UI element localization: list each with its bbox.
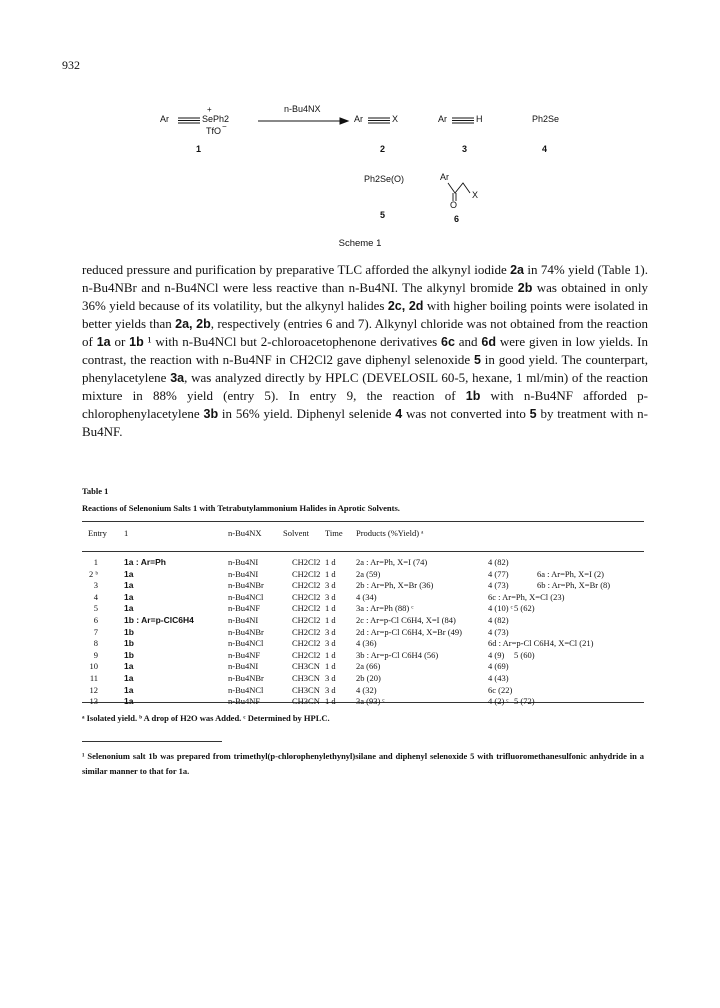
reactant-cation: SePh2 [202,114,230,124]
compound-ref: 3b [203,407,219,421]
table-cell: n-Bu4NI [228,661,259,672]
scheme-caption: Scheme 1 [338,238,382,249]
compound-number-6: 6 [454,214,460,224]
compound-ref: 3a [170,371,185,385]
table-header-cell: Entry [88,528,107,538]
compound-number-3: 3 [462,144,468,154]
product-4-label: Ph2Se [532,114,560,124]
table-cell: 6d : Ar=p-Cl C6H4, X=Cl (21) [488,638,594,649]
table-cell: n-Bu4NF [228,696,261,707]
table-cell: 1 d [325,696,336,707]
table-cell: n-Bu4NI [228,568,259,579]
footnote-rule [82,741,222,742]
compound-ref: 5 [529,407,537,421]
table-cell: 3a : Ar=Ph (88) ᶜ [356,603,414,614]
table-cell: n-Bu4NF [228,603,261,614]
table-cell: CH2Cl2 [292,603,321,614]
text-run: in 56% yield. Diphenyl selenide [218,406,396,421]
table-cell: 4 (10) ᶜ [488,603,513,614]
compound-ref: 6c [441,335,455,349]
reagent-label: n-Bu4NX [284,104,321,114]
table-cell: 1b : Ar=p-ClC6H4 [124,615,194,625]
compound-ref: 6d [481,335,496,349]
table-cell: 4 (34) [356,591,377,602]
compound-ref: 1a [96,335,111,349]
table-cell: 4 (2) ᶜ [488,696,509,707]
table-cell: 1b [124,649,134,660]
product-2-ar: Ar [354,114,363,124]
reaction-scheme [150,100,590,250]
table-cell: 1a [124,661,134,672]
text-run: by treatment with n-Bu4NF. [82,406,648,439]
compound-ref: 2b [517,281,533,295]
table-cell: 6c : Ar=Ph, X=Cl (23) [488,591,565,602]
table-cell: 2a : Ar=Ph, X=I (74) [356,557,428,567]
table-header-cell: Products (%Yield) ᵃ [356,528,424,538]
table-cell: n-Bu4NF [228,649,261,660]
table-cell: 1 [93,557,98,567]
table-cell: n-Bu4NBr [228,626,264,637]
table-cell: 3 d [325,626,336,637]
product-2-x: X [392,114,399,124]
table-cell: 1 d [325,568,336,579]
table-cell: 4 (82) [488,615,509,625]
reactant-anion: TfO [206,126,221,136]
table-cell: 3a (93) ᶜ [356,696,385,707]
table-cell: 2 ᵇ [88,568,98,579]
text-run: in 74% yield (Table 1). n-Bu4NBr and n-Bu4NCl were less reactive than n-Bu4NI. The alkynyl bromide [82,262,648,295]
table-cell: 2a (59) [356,568,381,579]
table-header-cell: Solvent [283,528,309,538]
compound-ref: 1b [465,389,481,403]
page-number: 932 [62,58,80,72]
table-cell: 13 [89,696,98,707]
compound-ref: 2a, 2b [175,317,211,331]
table-footnote: ᵃ Isolated yield. ᵇ A drop of H2O was Added. ᶜ Determined by HPLC. [82,713,330,723]
table-cell: 2b : Ar=Ph, X=Br (36) [356,580,434,591]
table-cell: 1a [124,684,134,695]
compound-number-5: 5 [380,210,386,220]
product-5-label: Ph2Se(O) [364,174,405,184]
table-cell: CH2Cl2 [292,591,321,602]
table-cell: 3b : Ar=p-Cl C6H4 (56) [356,649,439,660]
table-cell: 1a [124,591,134,602]
table-cell: 4 (82) [488,557,509,567]
table-cell: 3 d [325,673,336,683]
table-cell: CH3CN [292,684,320,695]
table-cell: 2d : Ar=p-Cl C6H4, X=Br (49) [356,626,462,637]
table-cell: CH3CN [292,661,320,672]
text-run: with n-Bu4NF afforded p-chlorophenylacetylene [82,388,648,421]
compound-ref: 5 [474,353,481,367]
table-cell: 5 (62) [514,603,535,614]
compound-ref: 2a [510,263,525,277]
product-6-ar: Ar [440,172,449,182]
compound-ref: 4 [395,407,403,421]
compound-ref: 1b [129,335,144,349]
compound-number-4: 4 [542,144,548,154]
table-cell: n-Bu4NI [228,557,259,567]
product-3-ar: Ar [438,114,447,124]
table-cell: 3 d [325,684,336,695]
table-cell: 8 [93,638,98,649]
cation-charge: + [207,105,212,114]
table-top-rule [82,521,644,522]
product-3-h: H [476,114,483,124]
table-cell: CH2Cl2 [292,615,321,625]
table-cell: 4 (73) [488,580,509,591]
table-cell: CH2Cl2 [292,649,321,660]
table-cell: 1 d [325,603,336,614]
compound-number-1: 1 [196,144,202,154]
table-cell: 1b [124,626,134,637]
table-cell: 1a [124,580,134,591]
table-cell: 4 (77) [488,568,509,579]
triple-bond-reactant [178,118,200,123]
table-header-cell: 1 [124,528,129,538]
table-cell: 3 [93,580,98,591]
table-cell: 2a (66) [356,661,381,672]
table-cell: 3 d [325,638,336,649]
triple-bond-product-3 [452,118,474,123]
table-cell: 6 [93,615,98,625]
product-6-o: O [450,200,458,210]
table-cell: 6b : Ar=Ph, X=Br (8) [537,580,611,591]
table-cell: 12 [89,684,98,695]
table-cell: 3 d [325,580,336,591]
table-cell: 5 [93,603,98,614]
table-cell: CH2Cl2 [292,557,321,567]
table-cell: 4 (36) [356,638,377,649]
table-cell: 5 (72) [514,696,535,707]
table-cell: 6a : Ar=Ph, X=I (2) [537,568,604,579]
table-cell: 1a : Ar=Ph [124,557,166,567]
table-cell: 11 [89,673,98,683]
table-cell: 7 [93,626,98,637]
table-cell: CH3CN [292,696,320,707]
table-label: Table 1 [82,486,109,496]
text-run: or [110,334,130,349]
table-cell: 1a [124,696,134,707]
table-cell: 1a [124,673,134,683]
text-run: ¹ with n-Bu4NCl but 2-chloroacetophenone derivatives [143,334,442,349]
reaction-arrow [258,118,348,124]
table-cell: CH2Cl2 [292,580,321,591]
ketone-structure-6 [448,183,470,201]
table-cell: CH2Cl2 [292,568,321,579]
table-cell: 1 d [325,661,336,672]
table-cell: n-Bu4NI [228,615,259,625]
table-cell: 4 (32) [356,684,377,695]
table-cell: 1 d [325,615,336,625]
text-run: , was analyzed directly by HPLC (DEVELOSIL 60-5, hexane, 1 ml/min) of the reaction mixture in 88% yield (entry 5). In entry 9, the reaction of [82,370,648,403]
table-cell: 4 (43) [488,673,509,683]
table-cell: 10 [89,661,98,672]
table-cell: 1 d [325,557,336,567]
text-run: reduced pressure and purification by preparative TLC afforded the alkynyl iodide [82,262,511,277]
text-run: and [454,334,482,349]
page-footnote: ¹ Selenonium salt 1b was prepared from trimethyl(p-chlorophenylethynyl)silane and diphenyl selenoxide 5 with trifluoromethanesulfonic anhydride in a similar manner to that for 1a. [82,751,644,776]
product-6-x: X [472,190,479,200]
table-cell: 4 [93,591,98,602]
table-header-cell: Time [325,528,343,538]
table-cell: 2c : Ar=p-Cl C6H4, X=I (84) [356,615,456,625]
compound-ref: 2c, 2d [387,299,424,313]
table-cell: 3 d [325,591,336,602]
table-cell: 2b (20) [356,673,381,683]
table-cell: CH2Cl2 [292,626,321,637]
table-cell: 9 [93,649,98,660]
text-run: was not converted into [402,406,530,421]
table-cell: 5 (60) [514,649,535,660]
text-run: was obtained in only 36% yield because of its volatility, but the alkynyl halides [82,280,648,313]
table-cell: n-Bu4NBr [228,673,264,683]
text-run: were given in low yields. In contrast, the reaction with n-Bu4NF in CH2Cl2 gave diphenyl selenoxide [82,334,648,367]
table-cell: 1b [124,638,134,649]
table-cell: n-Bu4NCl [228,591,264,602]
table-cell: n-Bu4NBr [228,580,264,591]
triple-bond-product-2 [368,118,390,123]
text-run: with higher boiling points were isolated in better yields than [82,298,649,331]
table-title: Reactions of Selenonium Salts 1 with Tetrabutylammonium Halides in Aprotic Solvents. [82,503,400,513]
table-cell: CH3CN [292,673,320,683]
body-paragraph [82,261,648,440]
table-cell: 4 (9) [488,649,505,660]
table-cell: n-Bu4NCl [228,684,264,695]
table-cell: 1a [124,568,134,579]
table-cell: 4 (69) [488,661,509,672]
reactant-ar: Ar [160,114,169,124]
text-run: , respectively (entries 6 and 7). Alkynyl chloride was not obtained from the reaction of [82,316,648,349]
table-cell: 1a [124,603,134,614]
table-cell: CH2Cl2 [292,638,321,649]
results-table [82,528,644,707]
table-header-cell: n-Bu4NX [228,528,262,538]
table-cell: n-Bu4NCl [228,638,264,649]
text-run: in good yield. The counterpart, phenylacetylene [82,352,648,385]
anion-charge: − [222,122,227,131]
compound-number-2: 2 [380,144,386,154]
table-cell: 1 d [325,649,336,660]
table-cell: 6c (22) [488,684,513,695]
table-cell: 4 (73) [488,626,509,637]
